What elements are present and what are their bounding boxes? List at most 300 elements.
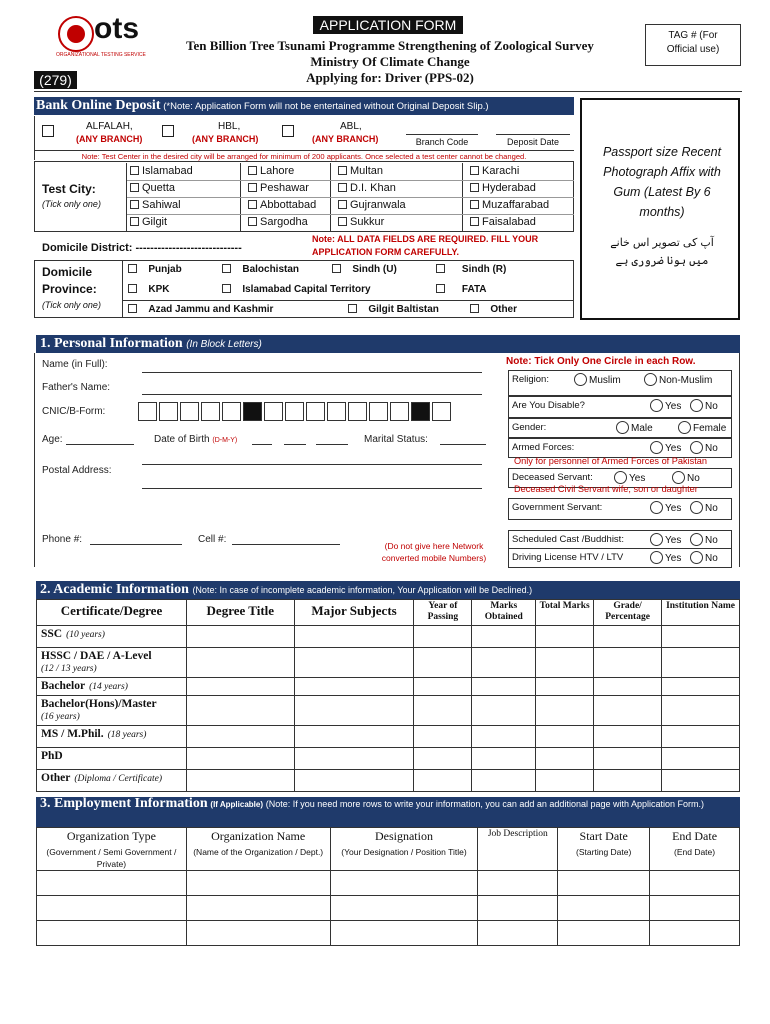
input-cell[interactable] <box>650 921 740 946</box>
radio-label: Male <box>631 423 653 434</box>
input-cell[interactable] <box>558 871 650 896</box>
grid-divider <box>126 180 574 181</box>
checkbox[interactable] <box>470 217 479 226</box>
input-cell[interactable] <box>536 678 594 696</box>
option-label: Government Servant: <box>512 502 603 513</box>
province-gb[interactable] <box>348 304 439 315</box>
employment-header <box>186 828 330 871</box>
checkbox[interactable] <box>248 217 257 226</box>
radio-circle[interactable] <box>690 399 703 412</box>
input-cell[interactable] <box>37 921 187 946</box>
degree-cell <box>37 696 187 726</box>
radio-option[interactable] <box>690 533 718 546</box>
city-name: Lahore <box>260 165 295 177</box>
checkbox[interactable] <box>282 125 294 137</box>
dob-month[interactable] <box>284 444 306 445</box>
bank-title: Bank Online Deposit <box>36 98 161 113</box>
input-cell[interactable] <box>37 896 187 921</box>
dob-day[interactable] <box>252 444 272 445</box>
input-cell[interactable] <box>594 678 662 696</box>
province-punjab[interactable] <box>128 264 182 275</box>
input-cell[interactable] <box>294 726 414 748</box>
checkbox[interactable] <box>248 166 257 175</box>
cnic-digit-cell[interactable] <box>201 402 220 421</box>
degree-name: Bachelor(Hons)/Master <box>41 698 157 710</box>
radio-option[interactable] <box>650 501 681 514</box>
input-cell[interactable] <box>414 678 472 696</box>
dob-label <box>154 434 237 445</box>
bank-sub: (ANY BRANCH) <box>192 134 259 144</box>
cnic-separator <box>243 402 262 421</box>
radio-option[interactable] <box>650 533 681 546</box>
province-kpk[interactable] <box>128 284 169 295</box>
city-name: Muzaffarabad <box>482 199 550 211</box>
input-cell[interactable] <box>186 896 330 921</box>
input-cell[interactable] <box>558 896 650 921</box>
test-city-option[interactable] <box>338 216 384 228</box>
province-ajk[interactable] <box>128 304 273 315</box>
checkbox[interactable] <box>348 304 357 313</box>
input-cell[interactable] <box>414 748 472 770</box>
input-cell[interactable] <box>472 678 536 696</box>
radio-label: Yes <box>665 503 682 514</box>
radio-option[interactable] <box>678 421 726 434</box>
name-field[interactable] <box>142 372 482 373</box>
test-city-option[interactable] <box>470 199 549 211</box>
tick-note: Note: Tick Only One Circle in each Row. <box>506 356 696 367</box>
degree-cell <box>37 770 187 792</box>
input-cell[interactable] <box>414 770 472 792</box>
degree-duration: (10 years) <box>66 630 105 640</box>
radio-option[interactable] <box>690 399 718 412</box>
domicile-district-label[interactable]: Domicile District: ----------------------------- <box>42 242 242 254</box>
form-title: APPLICATION FORM <box>313 16 463 34</box>
input-cell[interactable] <box>662 678 740 696</box>
input-cell[interactable] <box>478 871 558 896</box>
header-subtitle: (Government / Semi Government / Private) <box>46 847 177 869</box>
test-city-option[interactable] <box>338 182 396 194</box>
input-cell[interactable] <box>472 748 536 770</box>
radio-label: Female <box>693 423 727 434</box>
cnic-cells[interactable] <box>138 402 453 421</box>
cnic-digit-cell[interactable] <box>285 402 304 421</box>
province-other[interactable] <box>470 304 517 315</box>
radio-option[interactable] <box>650 399 681 412</box>
province-name: Punjab <box>148 264 182 275</box>
radio-circle[interactable] <box>672 471 685 484</box>
header-title: Start Date <box>579 829 628 843</box>
province-sindh-u[interactable] <box>332 264 397 275</box>
radio-option[interactable] <box>690 551 718 564</box>
checkbox[interactable] <box>130 200 139 209</box>
photo-urdu-2: میں ہونا ضروری ہے <box>615 255 709 267</box>
grid-divider <box>126 197 574 198</box>
table-row <box>37 871 740 896</box>
option-note: Only for personnel of Armed Forces of Pakistan <box>514 456 708 466</box>
phone-label: Phone #: <box>42 534 83 545</box>
input-cell[interactable] <box>594 770 662 792</box>
radio-option[interactable] <box>574 373 621 386</box>
city-name: D.I. Khan <box>350 182 396 194</box>
father-field[interactable] <box>142 394 482 395</box>
radio-circle[interactable] <box>690 533 703 546</box>
checkbox[interactable] <box>42 125 54 137</box>
test-city-option[interactable] <box>248 216 308 228</box>
test-city-option[interactable] <box>470 165 519 177</box>
postal-field-2[interactable] <box>142 488 482 489</box>
test-city-option[interactable] <box>248 182 309 194</box>
dob-year[interactable] <box>316 444 348 445</box>
province-name: Balochistan <box>242 264 300 275</box>
cnic-digit-cell[interactable] <box>369 402 388 421</box>
cnic-separator <box>411 402 430 421</box>
checkbox[interactable] <box>338 217 347 226</box>
deposit-date-line[interactable] <box>496 134 570 135</box>
header-title: Job Description <box>487 829 548 839</box>
input-cell[interactable] <box>186 770 294 792</box>
province-name: Sindh (R) <box>461 264 507 275</box>
input-cell[interactable] <box>472 648 536 678</box>
input-cell[interactable] <box>186 678 294 696</box>
checkbox[interactable] <box>222 264 231 273</box>
header-subtitle: (Name of the Organization / Dept.) <box>193 847 324 857</box>
post-line: Applying for: Driver (PPS-02) <box>306 70 474 85</box>
input-cell[interactable] <box>594 648 662 678</box>
radio-label: No <box>705 535 718 546</box>
province-ict[interactable] <box>222 284 371 295</box>
input-cell[interactable] <box>186 648 294 678</box>
academic-header: Degree Title <box>186 600 294 626</box>
input-cell[interactable] <box>594 726 662 748</box>
input-cell[interactable] <box>472 726 536 748</box>
checkbox[interactable] <box>130 183 139 192</box>
table-row <box>37 770 740 792</box>
bank-name: ABL, <box>340 121 362 132</box>
input-cell[interactable] <box>37 871 187 896</box>
radio-option[interactable] <box>690 501 718 514</box>
input-cell[interactable] <box>536 648 594 678</box>
radio-label: Muslim <box>589 375 621 386</box>
degree-name: Bachelor <box>41 680 86 692</box>
degree-cell <box>37 678 187 696</box>
option-label: Religion: <box>512 374 549 385</box>
input-cell[interactable] <box>294 648 414 678</box>
academic-info-bar <box>36 581 740 599</box>
branch-code-line[interactable] <box>406 134 478 135</box>
radio-option[interactable] <box>672 471 700 484</box>
input-cell[interactable] <box>594 626 662 648</box>
table-row <box>37 626 740 648</box>
checkbox[interactable] <box>128 284 137 293</box>
org-line-2: Ministry Of Climate Change <box>310 54 470 69</box>
city-name: Islamabad <box>142 165 193 177</box>
cnic-digit-cell[interactable] <box>390 402 409 421</box>
grid-divider <box>126 214 574 215</box>
academic-table <box>36 599 740 792</box>
checkbox[interactable] <box>470 166 479 175</box>
city-name: Hyderabad <box>482 182 536 194</box>
radio-circle[interactable] <box>650 501 663 514</box>
marital-field[interactable] <box>440 444 486 445</box>
input-cell[interactable] <box>662 626 740 648</box>
input-cell[interactable] <box>662 726 740 748</box>
city-name: Faisalabad <box>482 216 536 228</box>
radio-label: No <box>705 443 718 454</box>
checkbox[interactable] <box>436 284 445 293</box>
input-cell[interactable] <box>662 770 740 792</box>
employment-header <box>330 828 478 871</box>
radio-circle[interactable] <box>650 533 663 546</box>
dob-format: (D-M-Y) <box>212 437 238 444</box>
test-city-option[interactable] <box>130 182 175 194</box>
degree-cell <box>37 726 187 748</box>
employment-table <box>36 827 740 946</box>
checkbox[interactable] <box>128 264 137 273</box>
section-title: 2. Academic Information <box>40 582 189 597</box>
checkbox[interactable] <box>130 217 139 226</box>
checkbox[interactable] <box>338 200 347 209</box>
input-cell[interactable] <box>186 626 294 648</box>
radio-label: No <box>705 553 718 564</box>
radio-label: Yes <box>665 443 682 454</box>
marital-label: Marital Status: <box>364 434 428 445</box>
province-name: FATA <box>461 284 487 295</box>
test-city-option[interactable] <box>248 165 294 177</box>
input-cell[interactable] <box>662 696 740 726</box>
checkbox[interactable] <box>470 304 479 313</box>
checkbox[interactable] <box>338 183 347 192</box>
cell-field[interactable] <box>232 544 340 545</box>
table-row <box>37 896 740 921</box>
radio-circle[interactable] <box>690 441 703 454</box>
test-city-option[interactable] <box>130 216 167 228</box>
employment-bar <box>36 797 740 827</box>
tag-box[interactable]: TAG # (For Official use) <box>645 24 741 66</box>
input-cell[interactable] <box>330 896 478 921</box>
input-cell[interactable] <box>558 921 650 946</box>
input-cell[interactable] <box>594 748 662 770</box>
radio-circle[interactable] <box>614 471 627 484</box>
degree-duration: (Diploma / Certificate) <box>74 774 162 784</box>
radio-circle[interactable] <box>650 441 663 454</box>
radio-circle[interactable] <box>690 501 703 514</box>
employment-header <box>558 828 650 871</box>
province-sindh-r[interactable] <box>436 264 506 275</box>
personal-info-bar <box>36 335 740 353</box>
cnic-digit-cell[interactable] <box>222 402 241 421</box>
option-label: Armed Forces: <box>512 442 575 453</box>
input-cell[interactable] <box>294 770 414 792</box>
city-name: Peshawar <box>260 182 309 194</box>
checkbox[interactable] <box>436 264 445 273</box>
input-cell[interactable] <box>594 696 662 726</box>
cnic-digit-cell[interactable] <box>159 402 178 421</box>
test-city-option[interactable] <box>470 216 536 228</box>
test-city-option[interactable] <box>130 165 193 177</box>
input-cell[interactable] <box>536 748 594 770</box>
radio-option[interactable] <box>650 551 681 564</box>
academic-header: Year of Passing <box>414 600 472 626</box>
test-center-note: Note: Test Center in the desired city will be arranged for minimum of 200 applicants. Once selected a test center cannot be changed. <box>34 150 574 162</box>
province-name: Gilgit Baltistan <box>368 304 439 315</box>
cnic-digit-cell[interactable] <box>432 402 451 421</box>
radio-circle[interactable] <box>650 399 663 412</box>
radio-label: Yes <box>665 401 682 412</box>
header-subtitle: (Your Designation / Position Title) <box>341 847 467 857</box>
city-name: Sahiwal <box>142 199 181 211</box>
input-cell[interactable] <box>536 770 594 792</box>
postal-field-1[interactable] <box>142 464 482 465</box>
input-cell[interactable] <box>478 896 558 921</box>
input-cell[interactable] <box>330 871 478 896</box>
table-row <box>37 748 740 770</box>
radio-option[interactable] <box>614 471 645 484</box>
test-city-option[interactable] <box>130 199 181 211</box>
degree-cell <box>37 748 187 770</box>
checkbox[interactable] <box>248 200 257 209</box>
degree-cell <box>37 648 187 678</box>
input-cell[interactable] <box>294 696 414 726</box>
radio-circle[interactable] <box>690 551 703 564</box>
test-city-option[interactable] <box>470 182 536 194</box>
input-cell[interactable] <box>650 896 740 921</box>
input-cell[interactable] <box>650 871 740 896</box>
province-label-1: Domicile <box>42 265 93 279</box>
input-cell[interactable] <box>662 648 740 678</box>
radio-option[interactable] <box>650 441 681 454</box>
cnic-digit-cell[interactable] <box>138 402 157 421</box>
degree-name: Other <box>41 772 71 784</box>
province-label-2: Province: <box>42 282 97 296</box>
input-cell[interactable] <box>472 696 536 726</box>
input-cell[interactable] <box>536 726 594 748</box>
input-cell[interactable] <box>472 770 536 792</box>
father-label: Father's Name: <box>42 382 111 393</box>
phone-field[interactable] <box>90 544 182 545</box>
radio-option[interactable] <box>616 421 653 434</box>
name-label: Name (in Full): <box>42 359 108 370</box>
cnic-digit-cell[interactable] <box>327 402 346 421</box>
radio-circle[interactable] <box>650 551 663 564</box>
checkbox[interactable] <box>130 166 139 175</box>
input-cell[interactable] <box>414 726 472 748</box>
radio-circle[interactable] <box>616 421 629 434</box>
input-cell[interactable] <box>186 726 294 748</box>
employment-header <box>478 828 558 871</box>
input-cell[interactable] <box>536 696 594 726</box>
input-cell[interactable] <box>186 748 294 770</box>
city-name: Karachi <box>482 165 520 177</box>
checkbox[interactable] <box>222 284 231 293</box>
province-hint: (Tick only one) <box>42 300 101 310</box>
checkbox[interactable] <box>338 166 347 175</box>
age-field[interactable] <box>66 444 134 445</box>
table-row <box>37 696 740 726</box>
radio-label: No <box>687 473 700 484</box>
test-city-option[interactable] <box>338 165 383 177</box>
checkbox[interactable] <box>332 264 341 273</box>
header-title: Organization Type <box>66 829 156 843</box>
input-cell[interactable] <box>414 696 472 726</box>
city-name: Abbottabad <box>260 199 317 211</box>
input-cell[interactable] <box>536 626 594 648</box>
academic-header: Marks Obtained <box>472 600 536 626</box>
input-cell[interactable] <box>414 648 472 678</box>
radio-option[interactable] <box>690 441 718 454</box>
input-cell[interactable] <box>294 626 414 648</box>
academic-header: Total Marks <box>536 600 594 626</box>
input-cell[interactable] <box>186 871 330 896</box>
province-name: Islamabad Capital Territory <box>242 284 371 295</box>
academic-header: Institution Name <box>662 600 740 626</box>
radio-circle[interactable] <box>678 421 691 434</box>
input-cell[interactable] <box>414 626 472 648</box>
province-fata[interactable] <box>436 284 487 295</box>
province-name: Sindh (U) <box>352 264 397 275</box>
test-city-option[interactable] <box>338 199 406 211</box>
input-cell[interactable] <box>662 748 740 770</box>
radio-circle[interactable] <box>644 373 657 386</box>
input-cell[interactable] <box>186 921 330 946</box>
option-label: Driving License HTV / LTV <box>512 552 624 563</box>
degree-duration: (18 years) <box>107 730 147 740</box>
required-note: Note: ALL DATA FIELDS ARE REQUIRED. FILL YOUR APPLICATION FORM CAREFULLY. <box>312 234 539 257</box>
radio-label: Yes <box>665 553 682 564</box>
post-code: (279) <box>34 71 77 89</box>
province-name: Azad Jammu and Kashmir <box>148 304 274 315</box>
radio-circle[interactable] <box>574 373 587 386</box>
header-subtitle: (Starting Date) <box>576 847 632 857</box>
section-subtitle: (In Block Letters) <box>186 339 262 350</box>
cnic-digit-cell[interactable] <box>348 402 367 421</box>
option-label: Gender: <box>512 422 547 433</box>
checkbox[interactable] <box>248 183 257 192</box>
degree-duration: (16 years) <box>41 712 80 722</box>
cnic-digit-cell[interactable] <box>180 402 199 421</box>
input-cell[interactable] <box>478 921 558 946</box>
city-name: Sargodha <box>260 216 308 228</box>
degree-duration: (14 years) <box>89 682 128 692</box>
cnic-digit-cell[interactable] <box>264 402 283 421</box>
degree-name: HSSC / DAE / A-Level <box>41 650 152 662</box>
input-cell[interactable] <box>330 921 478 946</box>
checkbox[interactable] <box>470 183 479 192</box>
checkbox[interactable] <box>470 200 479 209</box>
employment-header <box>37 828 187 871</box>
input-cell[interactable] <box>472 626 536 648</box>
radio-option[interactable] <box>644 373 712 386</box>
radio-label: Yes <box>629 473 646 484</box>
header-title: Designation <box>374 829 433 843</box>
cnic-digit-cell[interactable] <box>306 402 325 421</box>
header-rule <box>34 91 742 92</box>
checkbox[interactable] <box>162 125 174 137</box>
province-name: Other <box>490 304 518 315</box>
province-balochistan[interactable] <box>222 264 299 275</box>
photo-urdu-1: آپ کی تصویر اس خانے <box>610 237 714 249</box>
employment-header <box>650 828 740 871</box>
input-cell[interactable] <box>186 696 294 726</box>
city-name: Multan <box>350 165 384 177</box>
logo-text: ots <box>94 12 139 45</box>
radio-label: No <box>705 503 718 514</box>
input-cell[interactable] <box>294 748 414 770</box>
section-note: (Note: If you need more rows to write your information, you can add an additional page with Application Form.) <box>265 799 705 809</box>
radio-label: Non-Muslim <box>659 375 713 386</box>
input-cell[interactable] <box>294 678 414 696</box>
test-city-option[interactable] <box>248 199 316 211</box>
checkbox[interactable] <box>128 304 137 313</box>
